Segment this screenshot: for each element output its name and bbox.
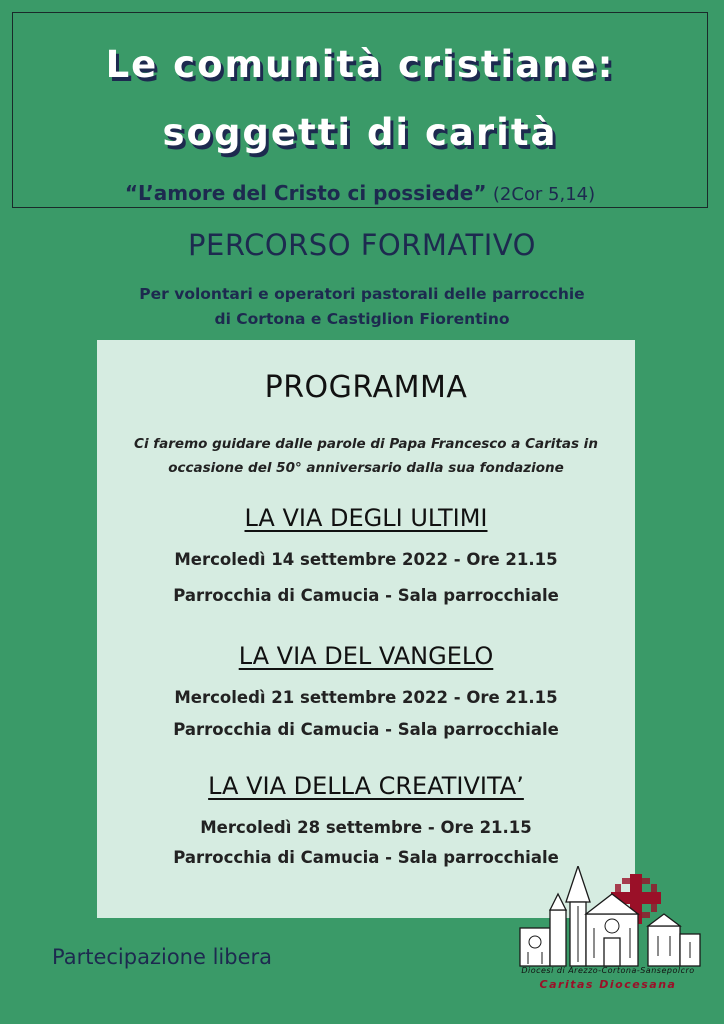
- quote-reference: (2Cor 5,14): [492, 184, 596, 205]
- event-date: Mercoledì 21 settembre 2022 - Ore 21.15: [174, 688, 558, 707]
- title-line-1: Le comunità cristiane:: [105, 43, 615, 86]
- event-date: Mercoledì 28 settembre - Ore 21.15: [200, 818, 532, 837]
- event-date: Mercoledì 14 settembre 2022 - Ore 21.15: [174, 550, 558, 569]
- event-title: LA VIA DEGLI ULTIMI: [244, 504, 488, 532]
- event-place: Parrocchia di Camucia - Sala parrocchiale: [173, 586, 559, 605]
- section-title: PERCORSO FORMATIVO: [188, 228, 536, 262]
- participation-note: Partecipazione libera: [52, 945, 272, 969]
- caritas-name: Caritas Diocesana: [539, 978, 677, 991]
- scripture-quote: [13, 181, 707, 205]
- title-box: [12, 12, 708, 208]
- audience-line-1: Per volontari e operatori pastorali delle parrocchie: [139, 285, 585, 303]
- program-panel: [97, 340, 635, 918]
- event-title: LA VIA DEL VANGELO: [238, 642, 494, 670]
- title-line-2: soggetti di carità: [162, 111, 558, 154]
- program-intro-line-1: Ci faremo guidare dalle parole di Papa Francesco a Caritas in: [134, 436, 598, 452]
- diocese-name: Diocesi di Arezzo-Cortona-Sansepolcro: [521, 966, 695, 975]
- program-title: PROGRAMMA: [264, 370, 468, 405]
- church-outline-icon: [520, 866, 700, 966]
- event-title: LA VIA DELLA CREATIVITA’: [208, 772, 524, 800]
- program-intro-line-2: occasione del 50° anniversario dalla sua fondazione: [168, 460, 564, 476]
- quote-text: “L’amore del Cristo ci possiede”: [124, 181, 487, 205]
- audience-line-2: di Cortona e Castiglion Fiorentino: [214, 310, 510, 328]
- event-place: Parrocchia di Camucia - Sala parrocchiale: [173, 720, 559, 739]
- event-place: Parrocchia di Camucia - Sala parrocchiale: [173, 848, 559, 867]
